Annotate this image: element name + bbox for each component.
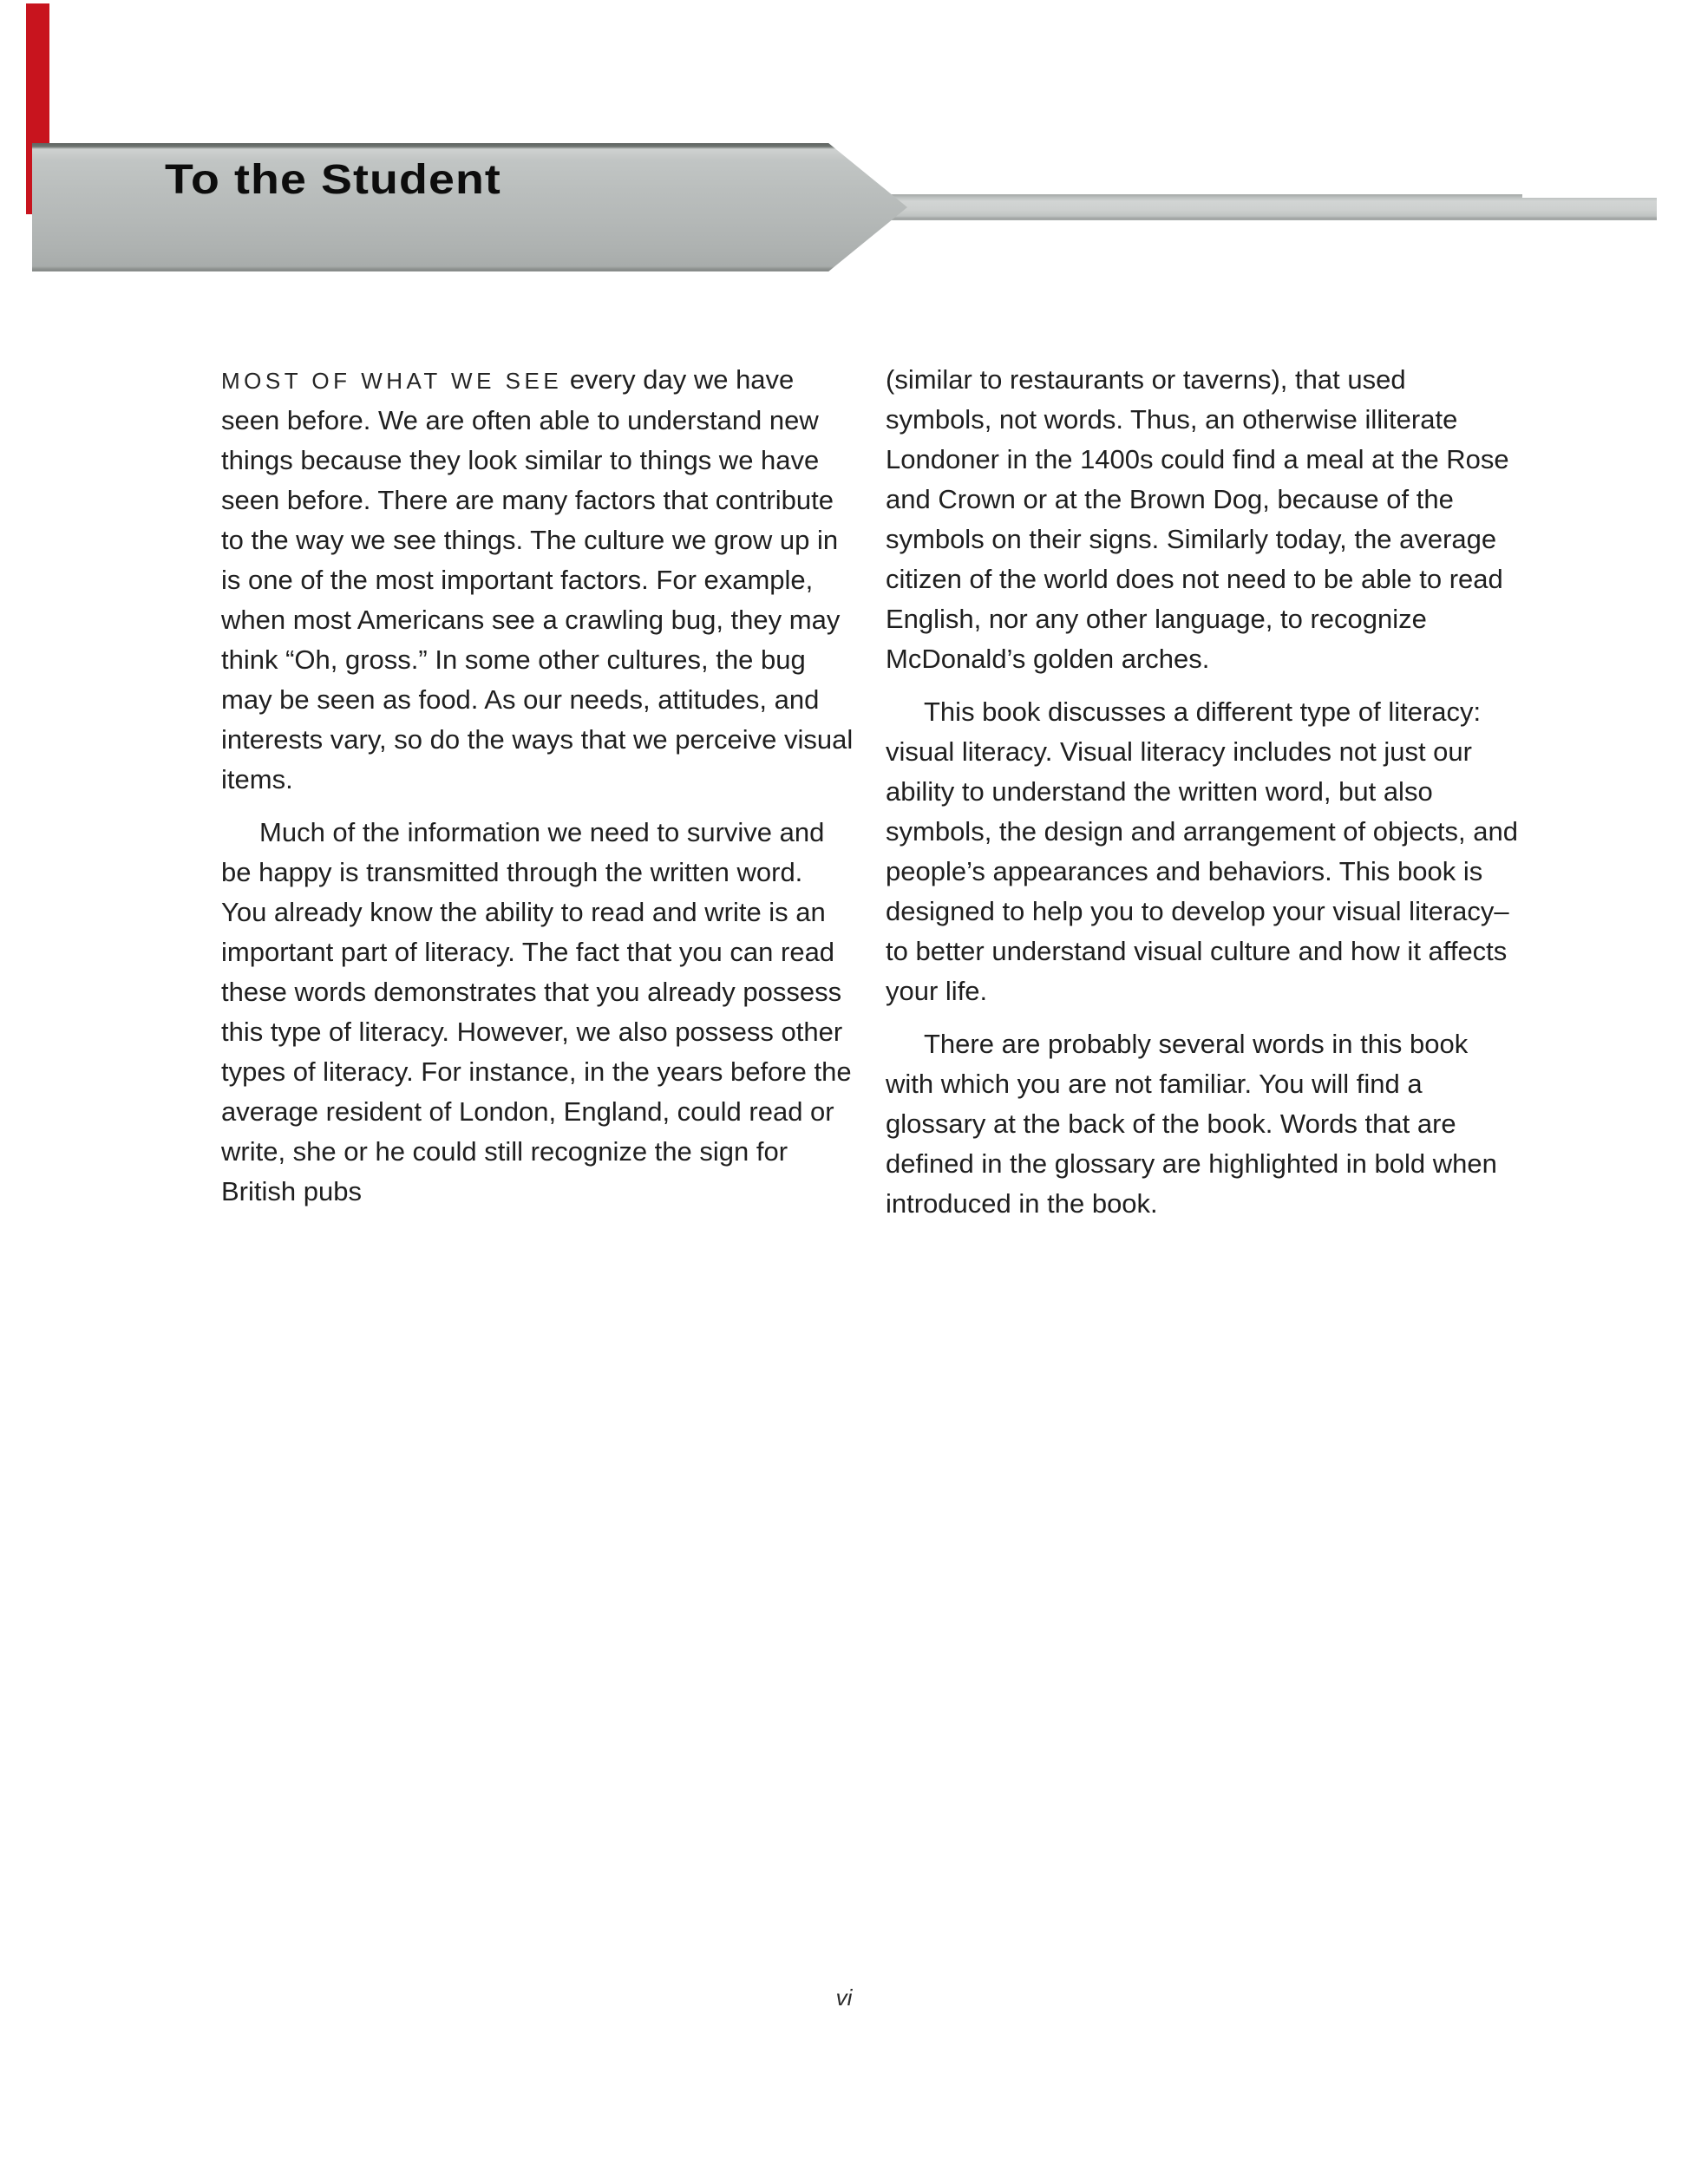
paragraph: Much of the information we need to survive and be happy is transmitted through the written word. You already know the ability to read and write is an important part of literacy. The fact that you can read these words demonstrates that you already possess this type of literacy. However, we also possess other types of literacy. For instance, in the years before the average resident of London, England, could read or write, she or he could still recognize the sign for British pubs xyxy=(221,817,852,1206)
page-title: To the Student xyxy=(165,157,501,203)
paragraph: There are probably several words in this book with which you are not familiar. You will find a glossary at the back of the book. Words that are defined in the glossary are highlighted in bold when introduced in the book. xyxy=(886,1029,1497,1219)
page-number: vi xyxy=(835,1985,853,2011)
paragraph-text: every day we have seen before. We are often able to understand new things because they look similar to things we have seen before. There are many factors that contribute to the way we see things. The culture we grow up in is one of the most important factors. For example, when most Americans see a crawling bug, they may think “Oh, gross.” In some other cultures, the bug may be seen as food. As our needs, attitudes, and interests vary, so do the ways that we perceive visual items. xyxy=(221,364,854,794)
lead-in-caps: MOST OF WHAT WE SEE xyxy=(221,368,563,394)
two-column-body xyxy=(221,360,1519,1224)
left-column xyxy=(221,360,854,1224)
paragraph: (similar to restaurants or taverns), that used symbols, not words. Thus, an otherwise illiterate Londoner in the 1400s could find a meal at the Rose and Crown or at the Brown Dog, because of the symbols on their signs. Similarly today, the average citizen of the world does not need to be able to read English, nor any other language, to recognize McDonald’s golden arches. xyxy=(886,364,1509,674)
right-column xyxy=(886,360,1519,1224)
banner-tail-ribbon xyxy=(885,194,1657,220)
paragraph xyxy=(221,360,854,800)
paragraph: This book discusses a different type of literacy: visual literacy. Visual literacy includes not just our ability to understand the written word, but also symbols, the design and arrangement of objects, and people’s appearances and behaviors. This book is designed to help you to develop your visual literacy–to better understand visual culture and how it affects your life. xyxy=(886,696,1518,1006)
